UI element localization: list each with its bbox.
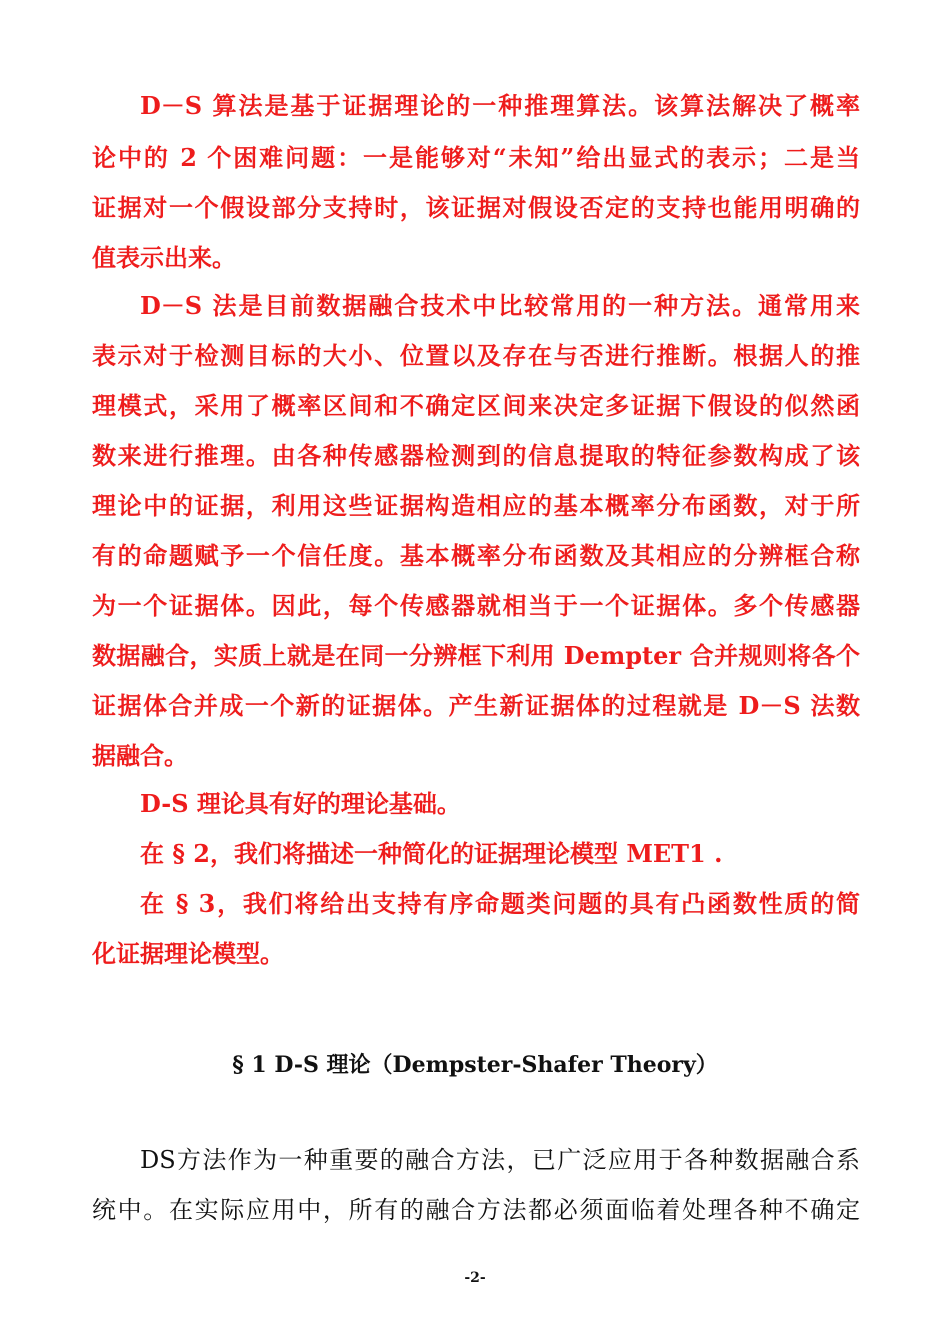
paragraph-3: D-S 理论具有好的理论基础。 bbox=[140, 789, 461, 818]
paragraph-2-line-6: 有的命题赋予一个信任度。基本概率分布函数及其相应的分辨框合称 bbox=[92, 541, 860, 570]
paragraph-1-line-2: 论中的 2 个困难问题：一是能够对“未知”给出显式的表示；二是当 bbox=[92, 143, 860, 172]
body-paragraph-line-2: 统中。在实际应用中，所有的融合方法都必须面临着处理各种不确定 bbox=[92, 1196, 860, 1224]
paragraph-2-line-1: D－S 法是目前数据融合技术中比较常用的一种方法。通常用来 bbox=[140, 291, 860, 320]
paragraph-4: 在 § 2，我们将描述一种简化的证据理论模型 MET1 . bbox=[140, 839, 723, 868]
page-number: -2- bbox=[464, 1270, 486, 1286]
paragraph-1-line-3: 证据对一个假设部分支持时，该证据对假设否定的支持也能用明确的 bbox=[92, 193, 860, 222]
section-heading: § 1 D-S 理论（Dempster-Shafer Theory） bbox=[232, 1052, 718, 1078]
paragraph-2-line-2: 表示对于检测目标的大小、位置以及存在与否进行推断。根据人的推 bbox=[92, 341, 860, 370]
paragraph-2-line-10: 据融合。 bbox=[92, 741, 188, 770]
paragraph-2-line-9: 证据体合并成一个新的证据体。产生新证据体的过程就是 D－S 法数 bbox=[92, 691, 860, 720]
paragraph-2-line-7: 为一个证据体。因此，每个传感器就相当于一个证据体。多个传感器 bbox=[92, 591, 860, 620]
paragraph-2-line-5: 理论中的证据，利用这些证据构造相应的基本概率分布函数，对于所 bbox=[92, 491, 860, 520]
paragraph-5-line-1: 在 § 3，我们将给出支持有序命题类问题的具有凸函数性质的简 bbox=[140, 889, 860, 918]
paragraph-2-line-8: 数据融合，实质上就是在同一分辨框下利用 Dempter 合并规则将各个 bbox=[92, 641, 860, 670]
paragraph-1-line-4: 值表示出来。 bbox=[92, 243, 236, 272]
paragraph-1-line-1: D－S 算法是基于证据理论的一种推理算法。该算法解决了概率 bbox=[140, 91, 860, 120]
paragraph-2-line-3: 理模式，采用了概率区间和不确定区间来决定多证据下假设的似然函 bbox=[92, 391, 860, 420]
body-paragraph-line-1: DS方法作为一种重要的融合方法，已广泛应用于各种数据融合系 bbox=[140, 1146, 860, 1174]
paragraph-2-line-4: 数来进行推理。由各种传感器检测到的信息提取的特征参数构成了该 bbox=[92, 441, 860, 470]
paragraph-5-line-2: 化证据理论模型。 bbox=[92, 939, 284, 968]
